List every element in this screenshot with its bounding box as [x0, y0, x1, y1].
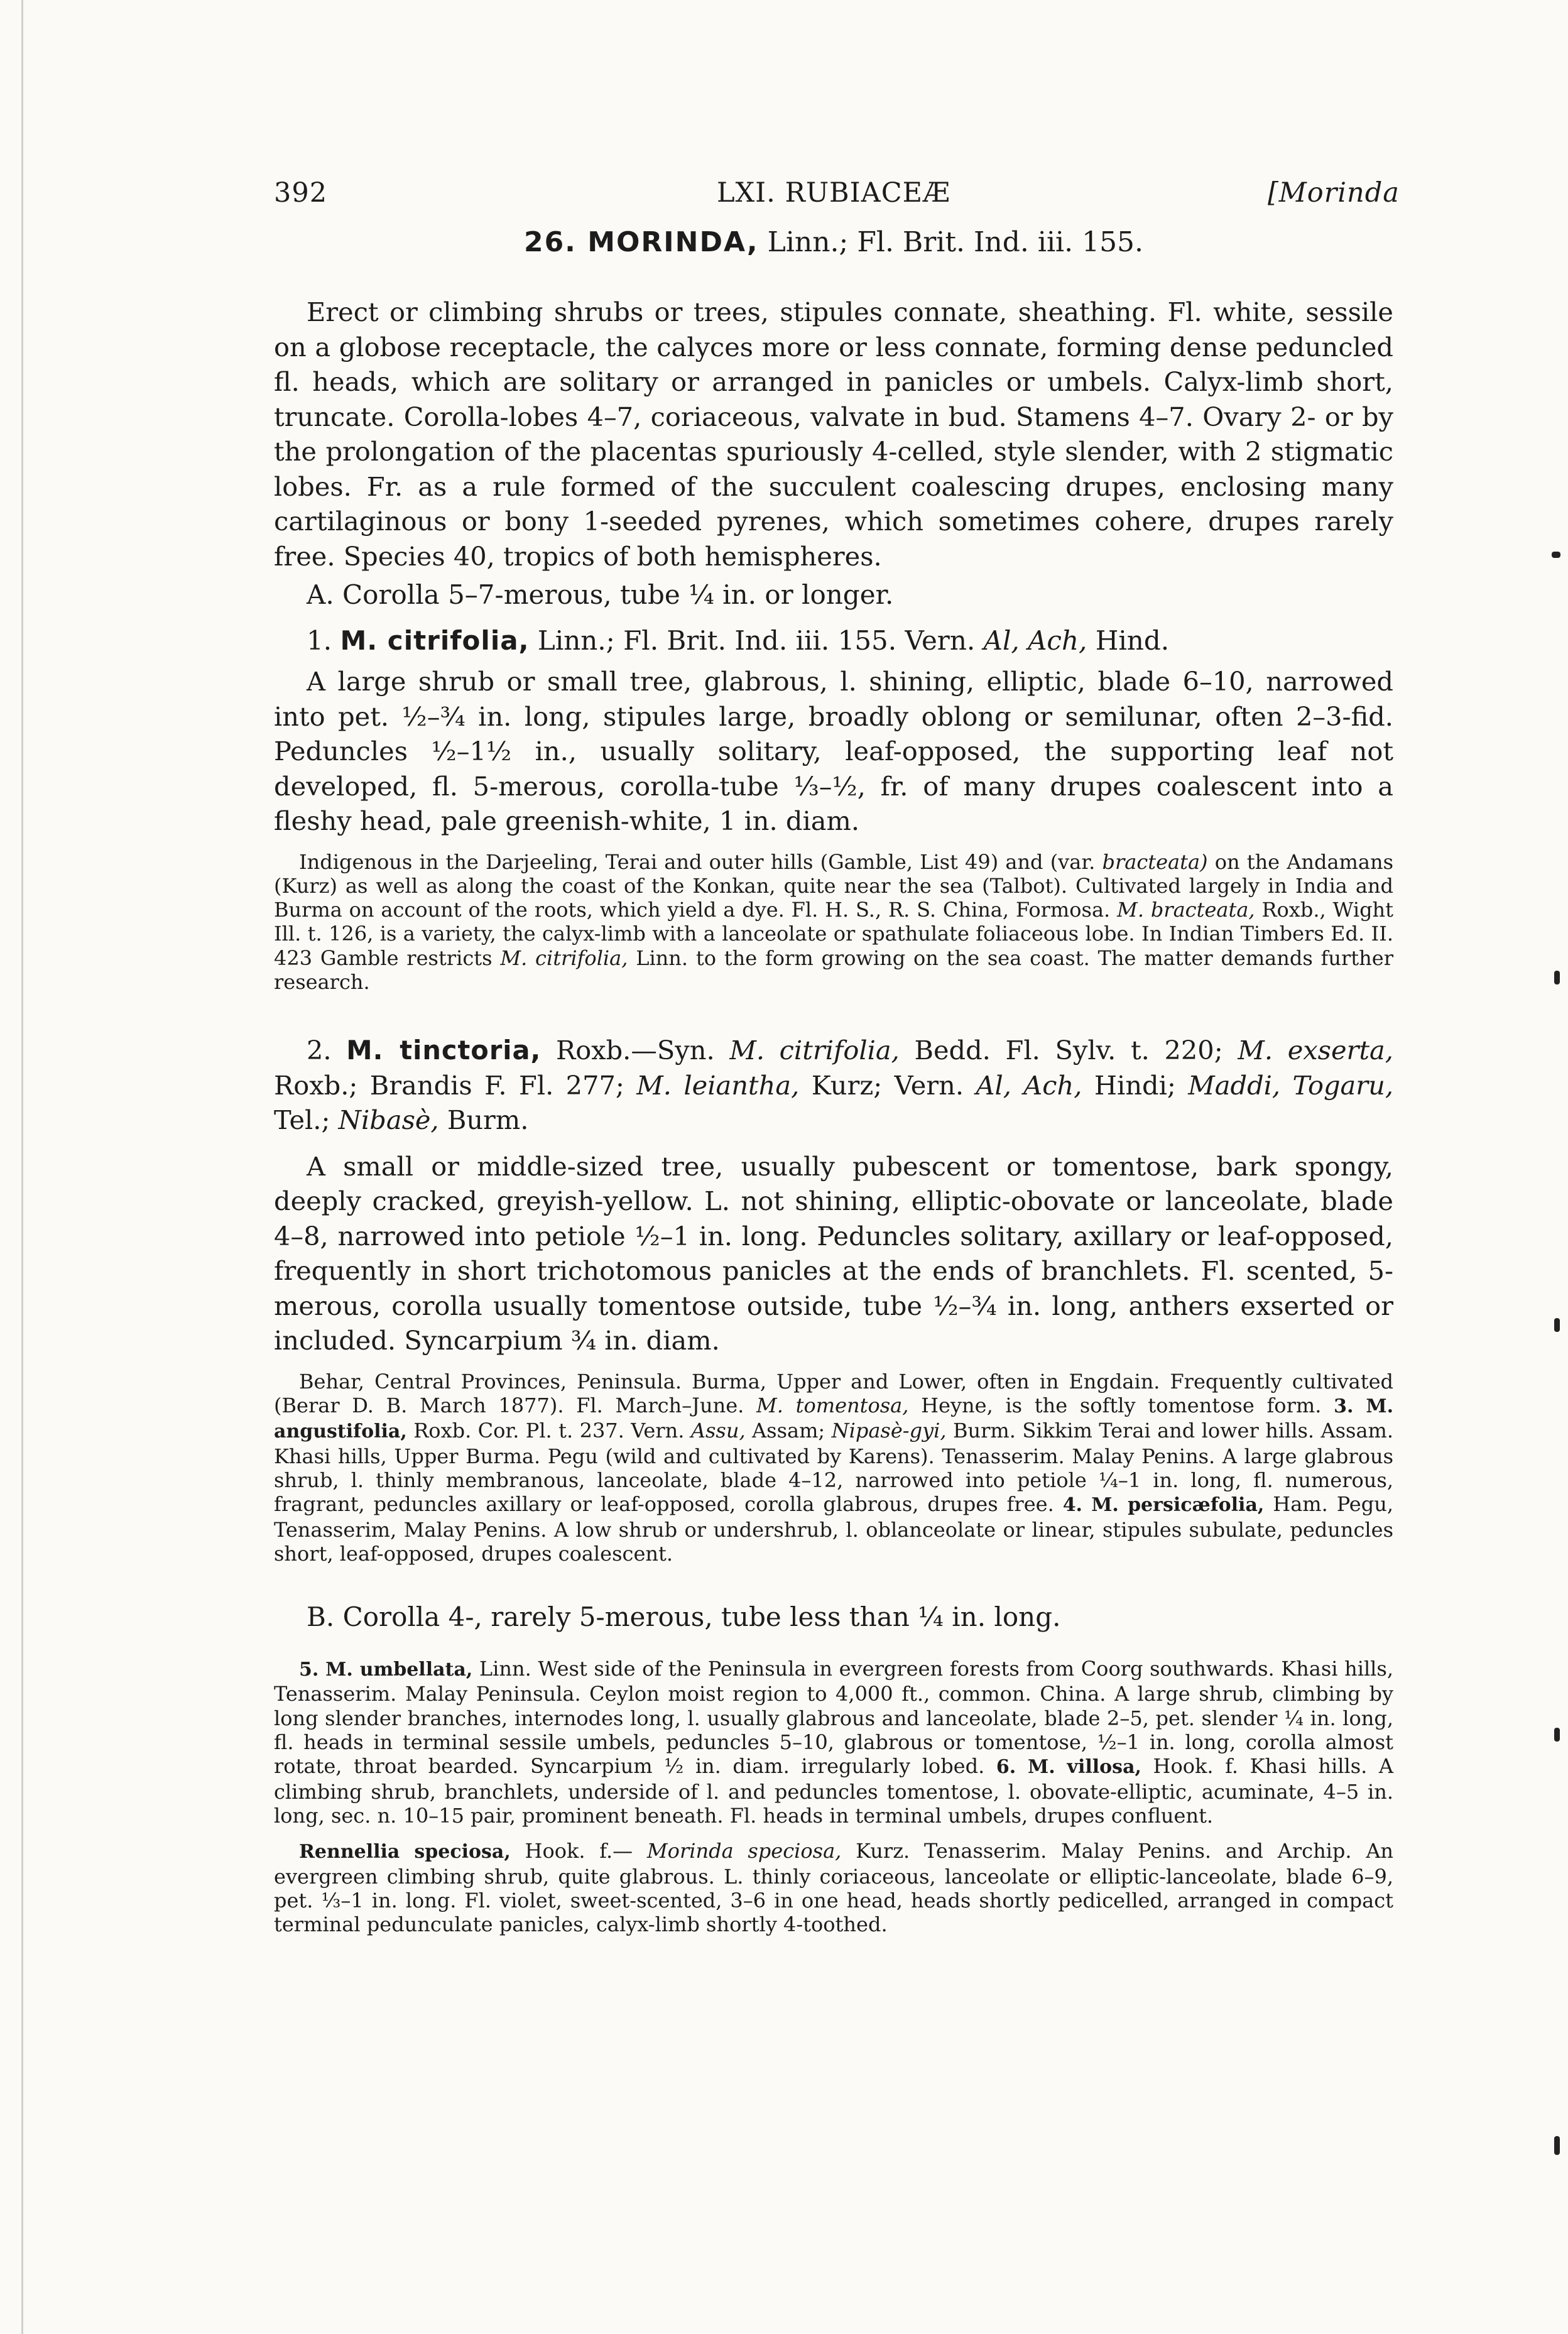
page-binding-edge — [21, 0, 23, 2334]
margin-mark — [1554, 2136, 1560, 2155]
species-2-synonym: M. citrifolia, — [729, 1035, 900, 1066]
species-2-vernacular: Al, Ach, — [976, 1069, 1082, 1101]
margin-mark — [1554, 1318, 1560, 1332]
family-title: LXI. RUBIACEÆ — [716, 177, 951, 209]
species-2-synonym: M. leiantha, — [636, 1069, 800, 1101]
species-6-name: 6. M. villosa, — [996, 1756, 1141, 1779]
genus-description: Erect or climbing shrubs or trees, stipules connate, sheathing. Fl. white, sessile on a globose receptacle, the calyces more or less connate, forming dense peduncled fl. heads, which are solitary or arranged in panicles or umbels. Calyx-limb short, truncate. Corolla-lobes 4–7, coriaceous, valvate in bud. Stamens 4–7. Ovary 2- or by the prolongation of the placentas spuriously 4-celled, style slender, with 2 stigmatic lobes. Fr. as a rule formed of the succulent coalescing drupes, enclosing many cartilaginous or bony 1-seeded pyrenes, which sometimes cohere, drupes rarely free. Species 40, tropics of both hemispheres. — [274, 297, 1393, 572]
species-2-description: A small or middle-sized tree, usually pubescent or tomentose, bark spongy, deeply cracked, greyish-yellow. L. not shining, elliptic-obovate or lanceolate, blade 4–8, narrowed into petiole ½–1 in. long. Peduncles solitary, axillary or leaf-opposed, frequently in short trichotomous panicles at the ends of branchlets. Fl. scented, 5-merous, corolla usually tomentose outside, tube ½–¾ in. long, anthers exserted or included. Syncarpium ¾ in. diam. — [274, 1150, 1393, 1356]
margin-mark — [1552, 552, 1560, 558]
species-5-text: Linn. West side of the Peninsula in evergreen forests from Coorg southwards. Khasi hills, Tenasserim. Malay Peninsula. Ceylon moist region to 4,000 ft., common. China. A large shrub, climbing by long slender branches, internodes long, l. usually glabrous and lanceolate, blade 2–5, pet. slender ¼ in. long, fl. heads in terminal sessile umbels, peduncles 5–10, glabrous or tomentose, ½–1 in. long, corolla almost rotate, throat bearded. Syncarpium ½ in. diam. irregularly lobed. — [274, 1657, 1394, 1779]
genus-name: 26. MORINDA, — [523, 226, 759, 258]
species-2-synonym: M. tomentosa, — [756, 1393, 909, 1418]
key-section-b: B. Corolla 4-, rarely 5-merous, tube less than ¼ in. long. — [307, 1601, 1061, 1633]
species-2-name: M. tinctoria, — [346, 1035, 542, 1066]
rennellia-notes — [274, 1839, 1393, 1936]
species-2-text: Burm. — [447, 1104, 529, 1136]
species-4-name: 4. M. persicæfolia, — [1062, 1494, 1265, 1517]
species-1-vernacular: Al, Ach, — [983, 625, 1087, 656]
rennellia-name: Rennellia speciosa, — [299, 1841, 511, 1863]
species-2-notes-text: Assam; — [752, 1419, 825, 1443]
species-2-notes-text: Burm. Sikkim Terai and lower hills. Assam. Khasi hills, Upper Burma. Pegu (wild and cultivated by Karens). Tenasserim. Malay Penins. A large glabrous shrub, l. thinly membranous, lanceolate, blade 4–12, narrowed into petiole ¼–1 in. long, fl. numerous, fragrant, peduncles axillary or leaf-opposed, corolla glabrous, drupes free. — [274, 1419, 1394, 1517]
species-5-6-notes — [274, 1657, 1393, 1828]
species-2-text: Tel.; — [274, 1104, 330, 1136]
species-1-description: A large shrub or small tree, glabrous, l. shining, elliptic, blade 6–10, narrowed into pet. ½–¾ in. long, stipules large, broadly oblong or semilunar, often 2–3-fid. Peduncles ½–1½ in., usually solitary, leaf-opposed, the supporting leaf not developed, fl. 5-merous, corolla-tube ⅓–½, fr. of many drupes coalescent into a fleshy head, pale greenish-white, 1 in. diam. — [274, 666, 1393, 836]
species-3-name: 3. M. angustifolia, — [274, 1395, 1394, 1443]
species-2-notes-text: Behar, Central Provinces, Peninsula. Burma, Upper and Lower, often in Engdain. Frequently cultivated (Berar D. B. March 1877). Fl. March–June. — [274, 1369, 1393, 1418]
species-1-notes-text: Indigenous in the Darjeeling, Terai and outer hills (Gamble, List 49) and (var. — [299, 849, 1096, 874]
species-2-number: 2. — [307, 1035, 332, 1066]
species-1-authority: Linn.; Fl. Brit. Ind. iii. 155. Vern. — [537, 625, 976, 656]
genus-reference: Linn.; Fl. Brit. Ind. iii. 155. — [767, 226, 1144, 258]
species-1-notes — [274, 850, 1393, 995]
page-content — [274, 177, 1400, 1937]
species-3-vernacular: Assu, — [690, 1419, 746, 1443]
species-1-notes-text: Roxb., Wight Ill. t. 126, is a variety, the calyx-limb with a lanceolate or spathulate foliaceous lobe. In Indian Timbers Ed. II. 423 Gamble restricts — [274, 898, 1394, 970]
genus-heading — [274, 226, 1393, 258]
species-2-vernacular: Nibasè, — [338, 1104, 439, 1136]
key-section-a: A. Corolla 5–7-merous, tube ¼ in. or longer. — [307, 579, 894, 610]
species-1-notes-text: Linn. to the form growing on the sea coast. The matter demands further research. — [274, 946, 1393, 994]
species-1-variety: bracteata) — [1102, 849, 1208, 874]
margin-mark — [1554, 1728, 1560, 1742]
species-2-synonym: M. exserta, — [1238, 1035, 1393, 1066]
species-2-notes — [274, 1370, 1393, 1566]
running-header — [274, 177, 1400, 209]
species-2-notes-text: Roxb. Cor. Pl. t. 237. Vern. — [413, 1419, 685, 1443]
species-2-notes-text: Ham. Pegu, Tenasserim, Malay Penins. A low shrub or undershrub, l. oblanceolate or linear, stipules subulate, peduncles short, leaf-opposed, drupes coalescent. — [274, 1492, 1394, 1566]
page-number: 392 — [274, 177, 328, 209]
species-2-text: Kurz; Vern. — [811, 1069, 964, 1101]
species-2-text: Bedd. Fl. Sylv. t. 220; — [914, 1035, 1223, 1066]
species-1-synonym: M. citrifolia, — [500, 946, 628, 970]
species-2-text: Roxb.; Brandis F. Fl. 277; — [274, 1069, 624, 1101]
species-1-vernacular-lang: Hind. — [1095, 625, 1170, 656]
species-1-name: M. citrifolia, — [340, 625, 530, 656]
species-2-text: Hindi; — [1094, 1069, 1176, 1101]
margin-mark — [1554, 971, 1560, 984]
species-1-heading — [274, 623, 1393, 658]
species-5-name: 5. M. umbellata, — [299, 1659, 473, 1681]
rennellia-text: Kurz. Tenasserim. Malay Penins. and Archip. An evergreen climbing shrub, quite glabrous. L. thinly coriaceous, lanceolate or elliptic-lanceolate, blade 6–9, pet. ⅓–1 in. long. Fl. violet, sweet-scented, 3–6 in one head, heads shortly pedicelled, arranged in compact terminal pedunculate panicles, calyx-limb shortly 4-toothed. — [274, 1839, 1394, 1937]
species-2-text: Roxb.—Syn. — [555, 1035, 715, 1066]
species-2-vernacular: Maddi, Togaru, — [1188, 1069, 1394, 1101]
species-1-number: 1. — [307, 625, 332, 656]
species-3-vernacular: Nipasè-gyi, — [831, 1419, 947, 1443]
rennellia-authority: Hook. f.— — [525, 1839, 633, 1863]
rennellia-synonym: Morinda speciosa, — [646, 1839, 842, 1863]
running-head: [Morinda — [1268, 177, 1400, 209]
species-2-notes-text: Heyne, is the softly tomentose form. — [921, 1393, 1322, 1418]
species-1-synonym: M. bracteata, — [1117, 898, 1255, 922]
species-2-heading — [274, 1033, 1393, 1138]
species-6-text: Hook. f. Khasi hills. A climbing shrub, branchlets, underside of l. and peduncles tomentose, l. obovate-elliptic, acuminate, 4–5 in. long, sec. n. 10–15 pair, prominent beneath. Fl. heads in terminal umbels, drupes confluent. — [274, 1754, 1394, 1828]
species-1-notes-text: on the Andamans (Kurz) as well as along the coast of the Konkan, quite near the sea (Talbot). Cultivated largely in India and Burma on account of the roots, which yield a dye. Fl. H. S., R. S. China, Formosa. — [274, 849, 1394, 922]
